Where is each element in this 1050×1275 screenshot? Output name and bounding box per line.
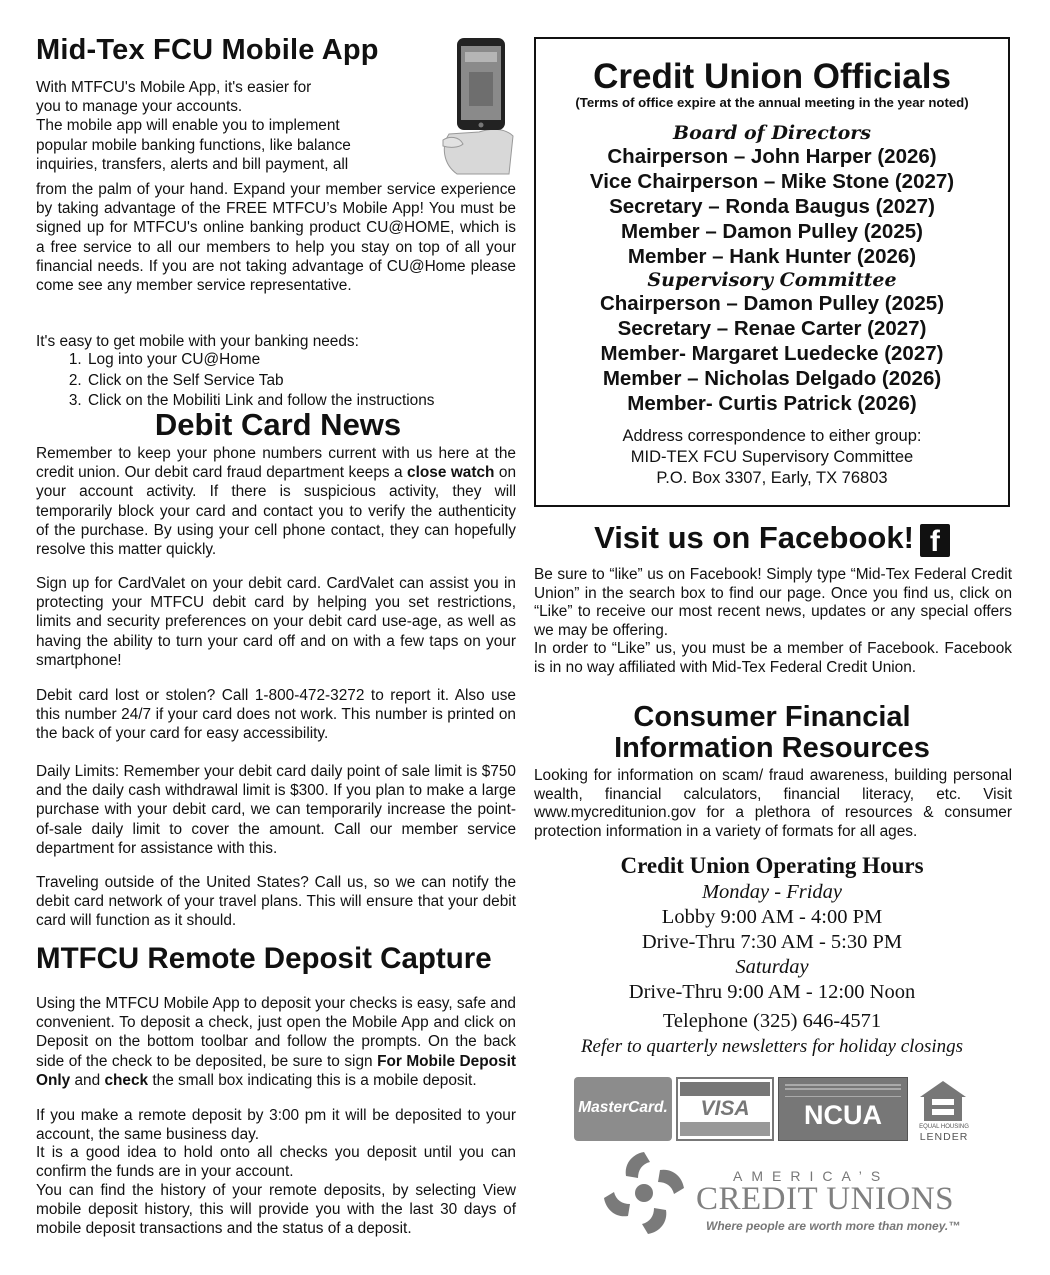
intro-line: popular mobile banking functions, like balance bbox=[36, 136, 351, 154]
address-line: Address correspondence to either group: bbox=[622, 427, 922, 445]
drive-thru-weekday-hours: Drive-Thru 7:30 AM - 5:30 PM bbox=[641, 931, 903, 953]
board-member: Secretary – Ronda Baugus (2027) bbox=[609, 195, 935, 218]
supervisory-heading: Supervisory Committee bbox=[647, 269, 897, 291]
debit-paragraph-4: Daily Limits: Remember your debit card daily point of sale limit is $750 and the daily cash withdrawal limit is $300. If you plan to make a large purchase with your debit card, we can temporarily increase the point-of-sale daily limit to cover the amount. Call our member service department for assistance with this. bbox=[36, 763, 516, 857]
lender-text: LENDER bbox=[919, 1131, 969, 1143]
supervisory-member: Member- Curtis Patrick (2026) bbox=[627, 392, 917, 415]
credit-unions-emblem-icon bbox=[598, 1148, 690, 1238]
visa-band bbox=[680, 1122, 770, 1136]
officials-box bbox=[534, 37, 1010, 507]
rdc-paragraph-4: You can find the history of your remote deposits, by selecting View mobile deposit history, this will provide you with the last 30 days of mobile deposit transactions and the status of a deposit. bbox=[36, 1182, 516, 1238]
board-member: Chairperson – John Harper (2026) bbox=[607, 145, 937, 168]
rdc-paragraph-1 bbox=[36, 994, 516, 1090]
mobile-steps-intro: It's easy to get mobile with your banking needs: bbox=[36, 333, 359, 350]
mobile-app-title: Mid-Tex FCU Mobile App bbox=[36, 34, 379, 66]
rdc-paragraph-2: If you make a remote deposit by 3:00 pm it will be deposited to your account, the same business day. bbox=[36, 1107, 516, 1144]
rdc-paragraph-3: It is a good idea to hold onto all checks you deposit until you can confirm the funds are in your account. bbox=[36, 1144, 516, 1181]
intro-line: inquiries, transfers, alerts and bill payment, all bbox=[36, 155, 349, 173]
equal-housing-text: EQUAL HOUSING bbox=[919, 1124, 969, 1130]
officials-address bbox=[536, 426, 1008, 489]
supervisory-member: Member- Margaret Luedecke (2027) bbox=[600, 342, 944, 365]
board-heading: Board of Directors bbox=[673, 122, 871, 144]
debit-paragraph-1 bbox=[36, 444, 516, 559]
debit-paragraph-5: Traveling outside of the United States? Call us, so we can notify the debit card network of your travel plans. This will ensure that your debit card will function as it should. bbox=[36, 874, 516, 930]
holiday-note: Refer to quarterly newsletters for holiday closings bbox=[580, 1036, 964, 1057]
supervisory-member: Secretary – Renae Carter (2027) bbox=[617, 317, 927, 340]
for-mobile-deposit-only: For Mobile Deposit Only bbox=[36, 1052, 516, 1089]
text: Using the MTFCU Mobile App to deposit your checks is easy, safe and convenient. To deposit a check, just open the Mobile App and click on Deposit on the bottom toolbar and follow the prompts. On the back side of the check to be deposited, be sure to sign bbox=[36, 995, 516, 1070]
credit-unions-text: CREDIT UNIONS bbox=[696, 1181, 954, 1217]
board-member: Member – Hank Hunter (2026) bbox=[627, 245, 917, 268]
debit-card-title: Debit Card News bbox=[154, 407, 402, 442]
address-line: MID-TEX FCU Supervisory Committee bbox=[630, 448, 914, 466]
ncua-logo bbox=[778, 1077, 908, 1141]
ncua-text: NCUA bbox=[804, 1100, 882, 1130]
facebook-icon[interactable]: f bbox=[920, 524, 950, 557]
step-item: 2. Click on the Self Service Tab bbox=[86, 371, 434, 392]
intro-line: you to manage your accounts. bbox=[36, 98, 243, 116]
facebook-paragraph-1: Be sure to “like” us on Facebook! Simply type “Mid-Tex Federal Credit Union” in the search box to find our page. Once you find us, click on “Like” to receive our most recent news, updates or any special offers we may be offering. bbox=[534, 566, 1012, 639]
text: the small box indicating this is a mobile deposit. bbox=[148, 1071, 477, 1089]
lobby-hours: Lobby 9:00 AM - 4:00 PM bbox=[661, 906, 883, 928]
facebook-title bbox=[534, 520, 1010, 557]
saturday-label: Saturday bbox=[735, 956, 809, 978]
board-member: Vice Chairperson – Mike Stone (2027) bbox=[589, 170, 955, 193]
mobile-app-body: from the palm of your hand. Expand your member service experience by taking advantage of the FREE MTFCU’s Mobile App! You must be signed up for MTFCU's online banking product CU@HOME, which is a free service to all our members to help you stay on top of all your financial needs. If you are not taking advantage of CU@Home please come see any member service representative. bbox=[36, 181, 516, 295]
step-item: 3. Click on the Mobiliti Link and follow the instructions bbox=[86, 391, 434, 412]
ncua-fine-print bbox=[785, 1084, 901, 1097]
facebook-paragraph-2: In order to “Like” us, you must be a member of Facebook. Facebook is in no way affiliated with Mid-Tex Federal Credit Union. bbox=[534, 640, 1012, 676]
credit-unions-tagline: Where people are worth more than money.™ bbox=[706, 1219, 961, 1233]
debit-paragraph-3: Debit card lost or stolen? Call 1-800-472-3272 to report it. Also use this number 24/7 if your card does not work. This number is printed on the back of your card for easy accessibility. bbox=[36, 687, 516, 743]
americas-credit-unions-logo bbox=[598, 1148, 978, 1243]
step-item: 1. Log into your CU@Home bbox=[86, 350, 434, 371]
remote-deposit-title: MTFCU Remote Deposit Capture bbox=[36, 942, 492, 975]
visa-band bbox=[680, 1082, 770, 1096]
americas-text: AMERICA’S bbox=[733, 1168, 890, 1184]
phone-in-hand-icon bbox=[439, 36, 515, 176]
title-line: Consumer Financial bbox=[633, 701, 911, 733]
close-watch-emphasis: close watch bbox=[407, 464, 495, 482]
board-member: Member – Damon Pulley (2025) bbox=[621, 220, 923, 243]
officials-subtitle: (Terms of office expire at the annual meeting in the year noted) bbox=[575, 95, 969, 110]
mobile-app-intro bbox=[36, 78, 386, 174]
telephone: Telephone (325) 646-4571 bbox=[662, 1010, 882, 1032]
visa-logo bbox=[676, 1077, 774, 1141]
visa-text: VISA bbox=[700, 1097, 750, 1120]
debit-paragraph-2: Sign up for CardValet on your debit card. CardValet can assist you in protecting your MTFCU debit card by helping you set restrictions, limits and security preferences on your debit card use-age, as well as having the ability to turn your card off and on with a few taps on your smartphone! bbox=[36, 575, 516, 669]
intro-line: With MTFCU's Mobile App, it's easier for bbox=[36, 79, 312, 96]
mastercard-text: MasterCard. bbox=[578, 1099, 668, 1116]
operating-hours bbox=[534, 852, 1010, 1059]
title-line: Information Resources bbox=[614, 732, 930, 764]
hours-title: Credit Union Operating Hours bbox=[620, 853, 924, 878]
facebook-title-text: Visit us on Facebook! bbox=[594, 520, 914, 555]
house-icon bbox=[918, 1079, 968, 1123]
supervisory-member: Member – Nicholas Delgado (2026) bbox=[602, 367, 942, 390]
consumer-resources-body: Looking for information on scam/ fraud awareness, building personal wealth, financial calculators, financial literacy, etc. Visit www.mycreditunion.gov for a plethora of resources & consumer protection information in a variety of formats for all ages. bbox=[534, 767, 1012, 840]
text: Remember to keep your phone numbers current with us here at the credit union. Our debit card fraud department keeps a bbox=[36, 445, 516, 482]
text: and bbox=[70, 1071, 105, 1089]
mastercard-logo bbox=[574, 1077, 672, 1141]
consumer-resources-title bbox=[534, 702, 1010, 764]
text: on your account activity. If there is suspicious activity, they will temporarily block your card and contact you to verify the authenticity of the purchase. By using your cell phone contact, they can hopefully resolve this matter quickly. bbox=[36, 464, 517, 559]
drive-thru-saturday-hours: Drive-Thru 9:00 AM - 12:00 Noon bbox=[628, 981, 916, 1003]
supervisory-member: Chairperson – Damon Pulley (2025) bbox=[599, 292, 945, 315]
officials-title: Credit Union Officials bbox=[593, 57, 951, 96]
check-emphasis: check bbox=[104, 1071, 149, 1089]
weekday-label: Monday - Friday bbox=[701, 881, 843, 903]
address-line: P.O. Box 3307, Early, TX 76803 bbox=[656, 469, 888, 487]
equal-housing-lender-logo bbox=[914, 1077, 974, 1141]
intro-line: The mobile app will enable you to implement bbox=[36, 117, 340, 135]
mobile-steps-list bbox=[64, 350, 434, 412]
